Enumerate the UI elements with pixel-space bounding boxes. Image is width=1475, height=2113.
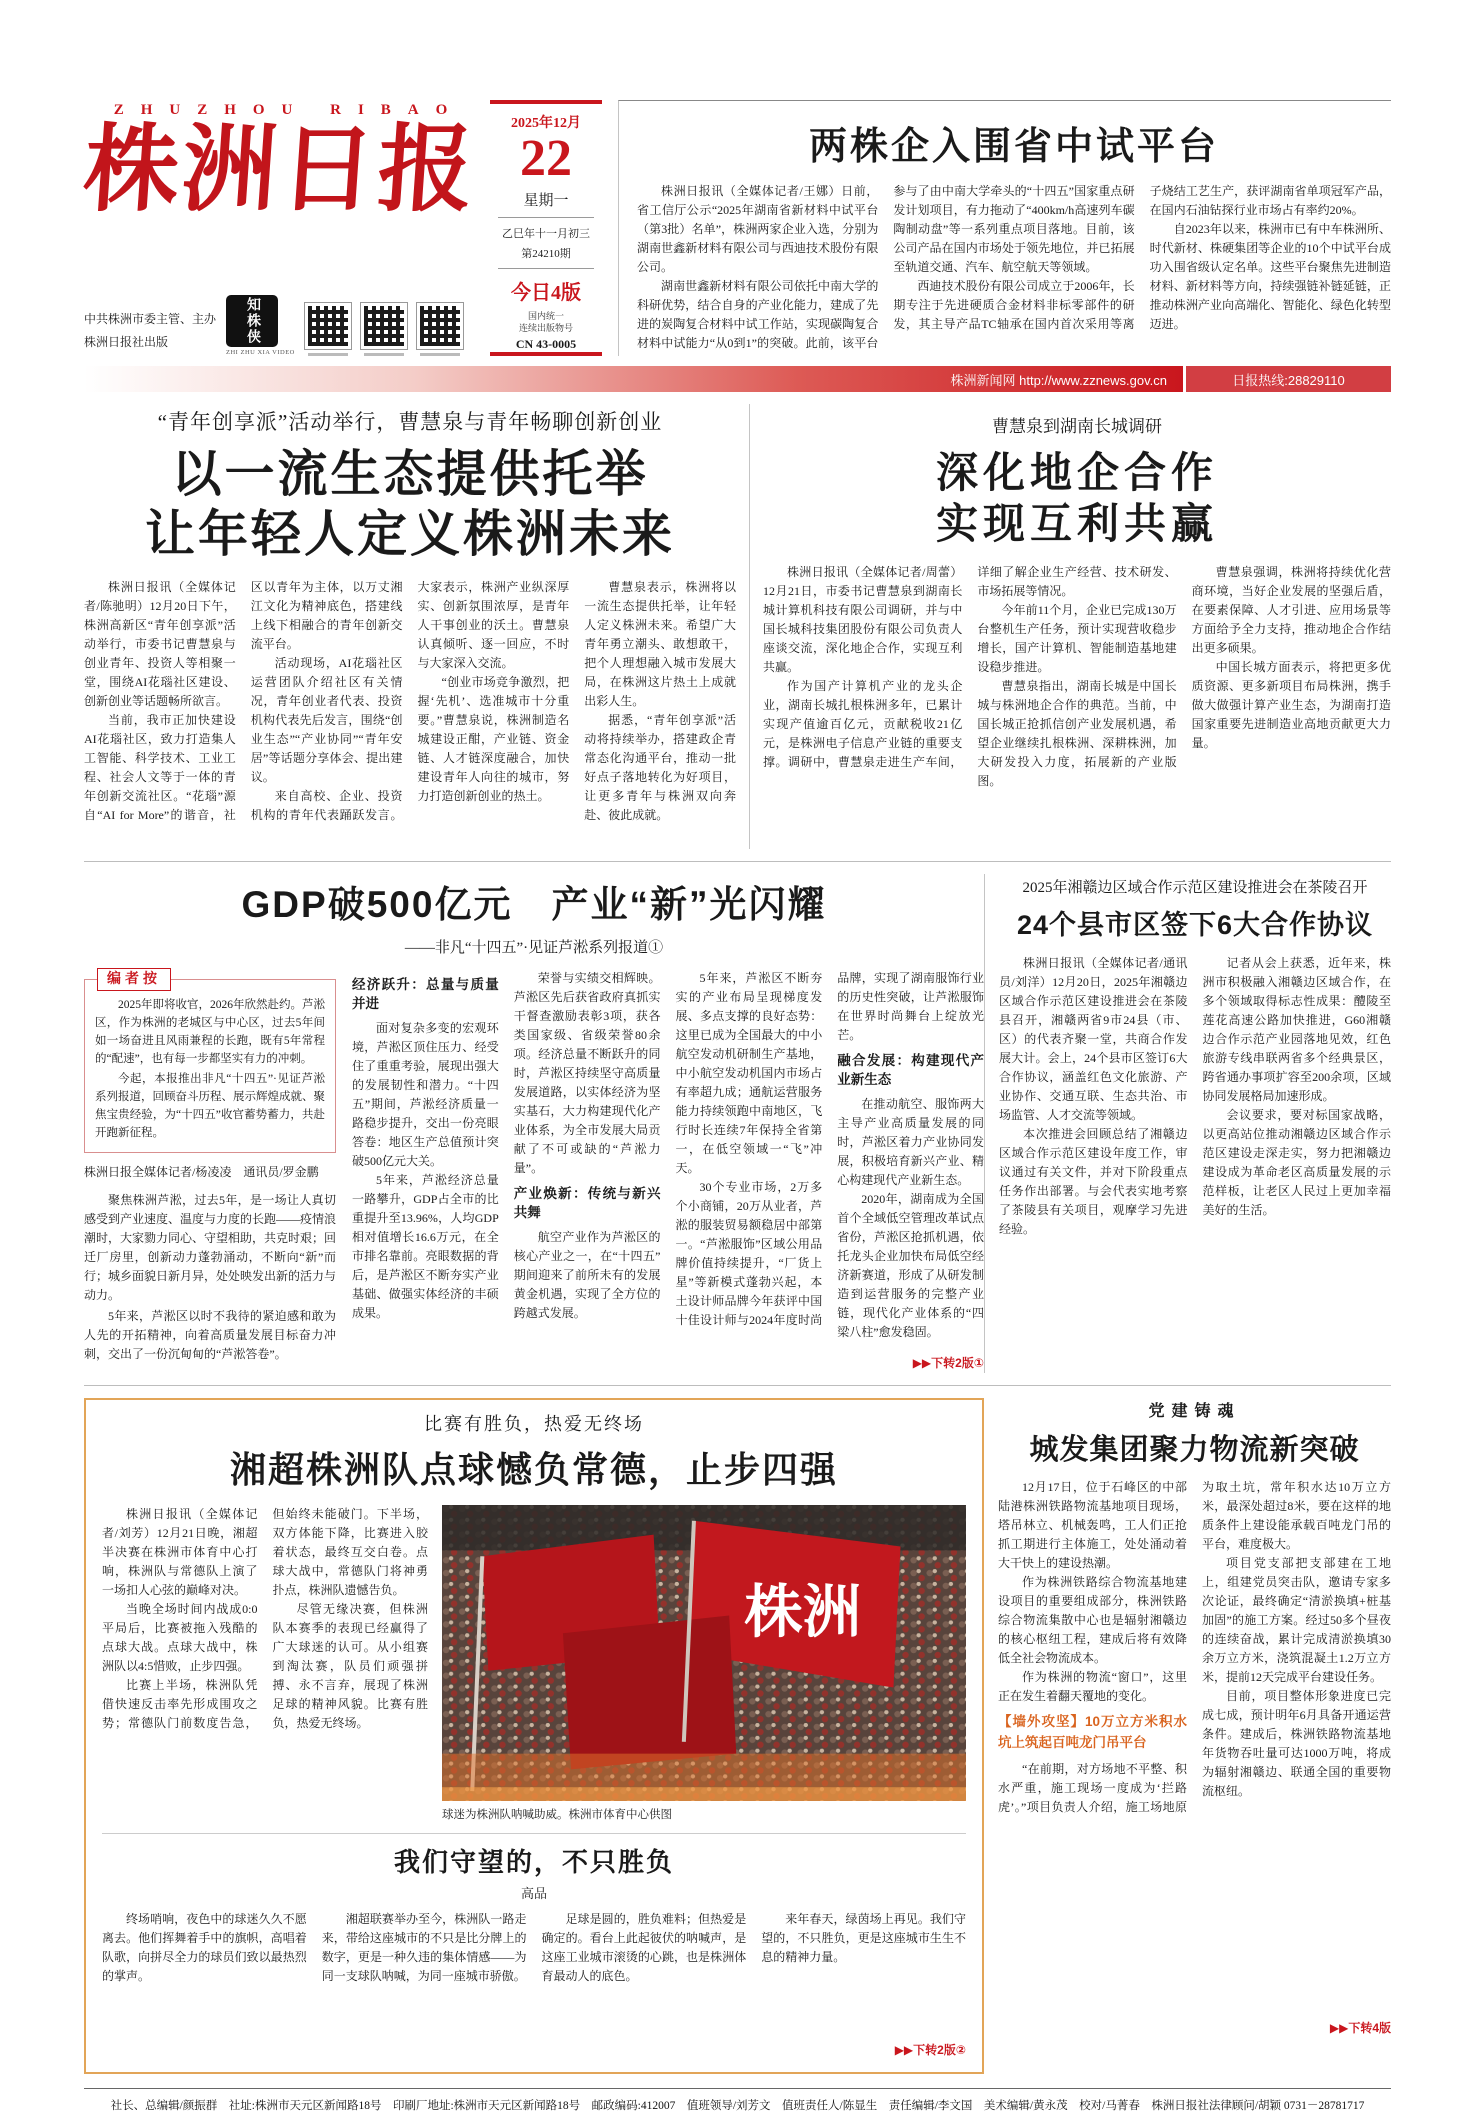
qr-caption-bar	[308, 353, 348, 356]
publisher-line-2: 株洲日报社出版	[84, 335, 169, 350]
zhizhuxia-logo-subtitle: ZHI ZHU XIA VIDEO	[226, 349, 295, 356]
paragraph: 记者从会上获悉，近年来，株洲市积极融入湘赣边区域合作，在多个领域取得标志性成果：醴陵至莲花高速公路加快推进，G60湘赣边合作示范产业园落地见效，红色旅游专线串联两省多个经典景区，跨省通办事项扩容至200余项，区域协同发展格局加速形成。	[1202, 956, 1391, 1104]
issn-line-2: 连续出版物号	[518, 322, 573, 333]
qr-code-icon	[417, 303, 463, 349]
paragraph: 荣誉与实绩交相辉映。芦淞区先后获省政府真抓实干督查激励表彰3项，获各类国家级、省级荣誉80余项。经济总量不断跃升的同时，芦淞区持续坚守高质量发展道路，以实体经济为坚实基石，大力构建现代化产业体系，为全市发展大局贡献了不可或缺的“芦淞力量”。	[513, 971, 661, 1176]
qr-code-icon	[361, 303, 407, 349]
section-heading: 产业焕新：传统与新兴共舞	[513, 1186, 661, 1221]
article-body	[637, 182, 1391, 364]
paragraph: 株洲日报讯（全媒体记者/周蕾）12月21日，市委书记曹慧泉到湖南长城计算机科技有限公司调研，并与中国长城科技集团股份有限公司负责人座谈交流，深化地企合作，实现互利共赢。	[763, 565, 963, 675]
paragraph: 比赛上半场，株洲队凭借快速反击率先形成围攻之势；常德队门前数度告急，但始终未能破门。下半场，双方体能下降，比赛进入胶着状态，最终互交白卷。点球大战中，常德队门将神勇扑点，株洲队遗憾告负。	[102, 1507, 428, 1731]
paragraph: 株洲日报讯（全媒体记者/刘芳）12月21日晚，湘超半决赛在株洲市体育中心打响，株洲队与常德队上演了一场扣人心弦的巅峰对决。	[102, 1507, 258, 1598]
paragraph: 终场哨响，夜色中的球迷久久不愿离去。他们挥舞着手中的旗帜，高唱着队歌，向拼尽全力的球员们致以最热烈的掌声。	[102, 1912, 307, 1984]
paragraph: 来年春天，绿茵场上再见。我们守望的，不只胜负，更是这座城市生生不息的精神力量。	[761, 1912, 966, 1965]
zhizhuxia-logo-block	[226, 295, 295, 356]
article-headline: GDP破500亿元 产业“新”光闪耀	[241, 884, 827, 926]
lunar-date: 乙巳年十一月初三	[502, 227, 590, 240]
section-heading: 融合发展：构建现代产业新生态	[837, 1053, 984, 1088]
editor-note-column	[84, 969, 336, 1373]
paragraph: 曹慧泉表示，株洲将以一流生态提供托举，让年轻人定义株洲未来。希望广大青年勇立潮头、敢想敢干，把个人理想融入城市发展大局，在株洲这片热土上成就出彩人生。	[584, 580, 736, 708]
article-title: 两株企入围省中试平台	[808, 126, 1219, 168]
article-layout	[84, 969, 984, 1373]
article-headline-line1: 以一流生态提供托举	[171, 446, 649, 502]
section-divider	[84, 861, 1391, 862]
article-kicker: 比赛有胜负，热爱无终场	[424, 1414, 644, 1435]
article-greatwall-visit	[763, 404, 1391, 849]
article-body	[84, 578, 736, 840]
date-year-month: 2025年12月	[511, 116, 581, 131]
photo-caption: 球迷为株洲队呐喊助威。株洲市体育中心供图	[442, 1809, 672, 1822]
imprint-text: 社长、总编辑/颜振群 社址:株洲市天元区新闻路18号 印刷厂地址:株洲市天元区新闻路18号 邮政编码:412007 值班领导/刘芳文 值班责任人/陈显生 责任编辑/李文国 美术编辑/黄永茂 校对/马菁春 株洲日报社法律顾问/胡颖 0731－28781717	[110, 2100, 1365, 2113]
divider	[498, 217, 594, 218]
paragraph: 2025年即将收官，2026年欣然赴约。芦淞区，作为株洲的老城区与中心区，过去5年间如一场奋进且风雨兼程的长跑，既有5年常程的“配速”，也有每一步都坚实有力的冲刺。	[95, 999, 325, 1066]
article-logistics-breakthrough	[984, 1398, 1391, 2074]
hotline-banner	[1186, 366, 1391, 392]
commentary-byline: 高品	[520, 1886, 547, 1902]
imprint-footer	[84, 2088, 1391, 2113]
paragraph: 面对复杂多变的宏观环境，芦淞区顶住压力、经受住了重重考验，展现出强大的发展韧性和潜力。“十四五”期间，芦淞经济质量一路稳步提升，交出一份亮眼答卷：地区生产总值预计突破500亿元大关。	[352, 1021, 499, 1169]
paragraph: 今起，本报推出非凡“十四五”·见证芦淞系列报道，回顾奋斗历程、展示辉煌成就、聚焦宝贵经验，为“十四五”收官蓄势蓄力，共赴开跑新征程。	[95, 1073, 325, 1140]
brand-latin-title: ZHUZHOU RIBAO	[113, 102, 465, 118]
qr-caption-bar	[364, 353, 404, 356]
red-banner-bar	[84, 366, 1391, 392]
date-weekday: 星期一	[523, 192, 569, 209]
qr-cell	[305, 303, 351, 356]
paragraph: 足球是圆的，胜负难料；但热爱是确定的。看台上此起彼伏的呐喊声，是这座工业城市滚烫的心跳，也是株洲体育最动人的底色。	[541, 1912, 747, 1984]
hotline-number: 日报热线:28829110	[1232, 372, 1345, 388]
paragraph: 来自高校、企业、投资机构的青年代表踊跃发言。大家表示，株洲产业纵深厚实、创新氛围浓厚，是青年人干事创业的沃土。曹慧泉认真倾听、逐一回应，不时与大家深入交流。	[250, 580, 570, 822]
cn-number: CN 43-0005	[515, 336, 577, 351]
article-headline: 城发集团聚力物流新突破	[1029, 1434, 1360, 1467]
paragraph: 作为国产计算机产业的龙头企业，湖南长城扎根株洲多年，已累计实现产值逾百亿元，贡献税收21亿元，是株洲电子信息产业链的重要支撑。调研中，曹慧泉走进生产车间，详细了解企业生产经营、技术研发、市场拓展等情况。	[763, 565, 1177, 770]
article-body	[102, 1505, 428, 1823]
paragraph: 湖南世鑫新材料有限公司依托中南大学的科研优势，结合自身的产业化能力，建成了先进的炭陶复合材料中试工作站，实现碳陶复合材料中试能力“从0到1”的突破。此前，该平台参与了由中南大学牵头的“十四五”国家重点研发计划项目，有力拖动了“400km/h高速列车碳陶制动盘”等一系列重点项目落地。目前，该公司产品在国内市场处于领先地位，并已拓展至轨道交通、汽车、航空航天等领域。	[637, 184, 1135, 350]
paragraph: 湘超联赛举办至今，株洲队一路走来，带给这座城市的不只是比分牌上的数字，更是一种久违的集体情感——为同一支球队呐喊，为同一座城市骄傲。	[321, 1912, 527, 1984]
article-kicker: “青年创享派”活动举行，曹慧泉与青年畅聊创新创业	[157, 410, 663, 434]
zhizhuxia-logo: 知株侠	[226, 295, 278, 347]
flag-text: 株洲	[744, 1580, 862, 1645]
website-banner	[84, 366, 1183, 392]
paragraph: 作为株洲铁路综合物流基地建设项目的重要组成部分，株洲铁路综合物流集散中心也是辐射湘赣边的核心枢纽工程，建成后将有效降低全社会物流成本。	[998, 1575, 1187, 1666]
paragraph: 株洲日报讯（全媒体记者/王娜）日前，省工信厅公示“2025年湖南省新材料中试平台（第3批）名单”，株洲两家企业入选，分别为湖南世鑫新材料有限公司与西迪技术股份有限公司。	[637, 184, 879, 274]
news-photo-figure	[442, 1505, 966, 1823]
paragraph: 5年来，芦淞区以时不我待的紧迫感和敢为人先的开拓精神，向着高质量发展目标奋力冲刺，交出了一份沉甸甸的“芦淞答卷”。	[84, 1308, 336, 1361]
paragraph: 2020年，湖南成为全国首个全域低空管理改革试点省份，芦淞区抢抓机遇，依托龙头企业加快布局低空经济新赛道，形成了从研发制造到运营服务的完整产业链，现代化产业体系的“四梁八柱”愈发稳固。	[837, 1192, 984, 1340]
qr-cell	[361, 303, 407, 356]
paragraph: 尽管无缘决赛，但株洲队本赛季的表现已经赢得了广大球迷的认可。从小组赛到淘汰赛，队员们顽强拼搏、永不言弃，展现了株洲足球的精神风貌。比赛有胜负，热爱无终场。	[272, 1602, 428, 1731]
qr-caption-bar	[420, 353, 460, 356]
article-headline-line2: 实现互利共赢	[935, 500, 1218, 548]
article-headline: 湘超株洲队点球憾负常德，止步四强	[229, 1449, 838, 1491]
paragraph: 在推动航空、服饰两大主导产业高质量发展的同时，芦淞区着力产业协同发展，积极培育新兴产业、精心构建现代产业新生态。	[837, 1097, 984, 1188]
paragraph: 目前，项目整体形象进度已完成七成，预计明年6月具备开通运营条件。建成后，株洲铁路物流基地年货物吞吐量可达1000万吨，将成为辐射湘赣边、联通全国的重要物流枢纽。	[1202, 1689, 1391, 1799]
paragraph: 株洲日报讯（全媒体记者/通讯员/刘洋）12月20日，2025年湘赣边区域合作示范区建设推进会在茶陵县召开，湘赣两省9市24县（市、区）的代表齐聚一堂，共商合作发展大计。会上，24个县市区签订6大合作协议，涵盖红色文化旅游、产业协作、交通互联、生态共治、市场监管、人才交流等领域。	[999, 956, 1188, 1123]
paragraph: 据悉，“青年创享派”活动将持续举办，搭建政企青常态化沟通平台，推动一批好点子落地转化为好项目，让更多青年与株洲双向奔赴、彼此成就。	[584, 713, 736, 822]
article-series-subtitle: ——非凡“十四五”·见证芦淞系列报道①	[404, 940, 664, 957]
continued-on-page-marker: ▶▶下转2版①	[905, 1354, 984, 1373]
divider	[498, 268, 594, 269]
paragraph: 作为株洲的物流“窗口”，这里正在发生着翻天覆地的变化。	[998, 1670, 1187, 1704]
paragraph: 活动现场，AI花瑙社区运营团队介绍社区有关情况，青年创业者代表、投资机构代表先后发言，围绕“创业生态”“产业协同”“青年安居”等话题分享体会、提出建议。	[250, 656, 403, 784]
article-kicker: 曹慧泉到湖南长城调研	[992, 417, 1162, 436]
highlighted-subhead: 【墙外攻坚】10万立方米积水坑上筑起百吨龙门吊平台	[998, 1714, 1187, 1751]
article-body	[352, 969, 984, 1373]
article-body	[999, 954, 1391, 1360]
publisher-lines	[84, 308, 216, 356]
issn-label	[494, 310, 598, 334]
top-story-row	[84, 404, 1391, 849]
paragraph: 西迪技术股份有限公司成立于2006年，长期专注于先进硬质合金材料非标零部件的研发，其主导产品TC轴承在国内首次采用等离子烧结工艺生产，获评湖南省单项冠军产品，在国内石油钻探行业市场占有率约20%。	[893, 184, 1391, 331]
article-kicker: 党建铸魂	[1148, 1403, 1241, 1421]
section-heading: 经济跃升：总量与质量并进	[352, 977, 499, 1012]
paragraph: 聚焦株洲芦淞，过去5年，是一场让人真切感受到产业速度、温度与力度的长跑——疫情浪潮时，大家勠力同心、守望相助，共克时艰；回迁厂房里，创新动力蓬勃涌动，不断向“新”而行；城乡面貌日新月异，处处映发出新的活力与动力。	[84, 1192, 337, 1302]
paragraph: 曹慧泉强调，株洲将持续优化营商环境，当好企业发展的坚强后盾，在要素保障、人才引进、应用场景等方面给予全力支持，推动地企合作结出更多硕果。	[1191, 565, 1391, 656]
bottom-story-row	[84, 1398, 1391, 2074]
issn-line-1: 国内统一	[527, 310, 564, 321]
date-block	[490, 100, 602, 356]
article-gdp-report	[84, 874, 984, 1373]
article-kicker: 2025年湘赣边区域合作示范区建设推进会在茶陵召开	[1022, 880, 1368, 897]
paragraph: 株洲日报讯（全媒体记者/陈驰明）12月20日下午，株洲高新区“青年创享派”活动举行，市委书记曹慧泉与创业青年、投资人等相聚一堂，围绕AI花瑙社区建设、创新创业等话题畅所欲言。	[84, 580, 236, 708]
paragraph: 本次推进会回顾总结了湘赣边区域合作示范区建设年度工作，审议通过有关文件，并对下阶段重点任务作出部署。与会代表实地考察了茶陵县有关项目，观摩学习先进经验。	[999, 1127, 1188, 1237]
paragraph: 5年来，芦淞区不断夯实的产业布局呈现梯度发展、多点支撑的良好态势：这里已成为全国最大的中小航空发动机研制生产基地，中小航空发动机国内市场占有率超九成；通航运营服务能力持续领跑中南地区，飞行时长连续7年保持全省第一，在低空领域一“飞”冲天。	[675, 971, 823, 1176]
pages-today: 今日4版	[511, 281, 581, 304]
paragraph: “在前期，对方场地不平整、积水严重，施工现场一度成为‘拦路虎’。”项目负责人介绍，施工场地原为取土坑，常年积水达10万立方米，最深处超过8米，要在这样的地质条件上建设能承载百吨龙门吊的平台，难度极大。	[998, 1480, 1391, 1815]
column-divider	[749, 404, 750, 849]
article-sidebar-commentary	[102, 1833, 966, 2060]
article-body	[998, 1478, 1391, 2038]
paragraph: 会议要求，要对标国家战略，以更高站位推动湘赣边区域合作示范区建设走深走实，努力把湘赣边建设成为革命老区高质量发展的示范样板，让老区人民过上更加幸福美好的生活。	[1202, 1108, 1391, 1218]
paragraph: 30个专业市场，2万多个小商铺，20万从业者，芦淞的服装贸易额稳居中部第一。“芦淞服饰”区域公用品牌价值持续提升，“厂货上星”等新模式蓬勃兴起，本土设计师品牌今年获评中国十佳设计师与2024年度时尚品牌，实现了湖南服饰行业的历史性突破，让芦淞服饰在世界时尚舞台上绽放光芒。	[675, 971, 984, 1328]
paragraph: 中国长城方面表示，将把更多优质资源、更多新项目布局株洲，携手做大做强计算产业生态，为湖南打造国家重要先进制造业高地贡献更大力量。	[1191, 660, 1391, 751]
continued-on-page-marker: ▶▶下转4版	[1322, 2019, 1391, 2038]
paragraph: 5年来，芦淞经济总量一路攀升，GDP占全市的比重提升至13.96%，人均GDP相对值增长16.6万元，在全市排名靠前。亮眼数据的背后，是芦淞区不断夯实产业基础、做强实体经济的丰硕成果。	[352, 1173, 499, 1321]
article-lead-story	[84, 404, 736, 849]
article-headline: 24个县市区签下6大合作协议	[1016, 910, 1374, 941]
qr-cell	[417, 303, 463, 356]
issue-number: 第24210期	[521, 247, 571, 260]
paragraph: 12月17日，位于石峰区的中部陆港株洲铁路物流基地项目现场，塔吊林立、机械轰鸣，工人们正抢抓工期进行主体施工，处处涌动着大干快上的建设热潮。	[998, 1480, 1187, 1571]
middle-story-row	[84, 874, 1391, 1373]
brand-cn-title: 株洲日报	[80, 117, 480, 223]
article-headline-line1: 深化地企合作	[935, 449, 1218, 496]
continued-on-page-marker: ▶▶下转2版②	[887, 2041, 966, 2060]
commentary-headline: 我们守望的，不只胜负	[393, 1847, 674, 1878]
article-xianggan-cooperation	[984, 874, 1391, 1373]
publisher-line-1: 中共株洲市委主管、主办	[84, 312, 217, 327]
paragraph: “创业市场竞争激烈，把握‘先机’、选准城市十分重要。”曹慧泉说，株洲制造名城建设正酣，产业链、资金链、人才链深度融合，加快建设青年人向往的城市，努力打造创新创业的热土。	[417, 675, 570, 803]
date-day: 22	[520, 130, 572, 187]
masthead-bottom	[84, 295, 480, 356]
editor-note-label: 编者按	[97, 968, 171, 991]
brand-block	[80, 100, 480, 356]
paragraph: 今年前11个月，企业已完成130万台整机生产任务，预计实现营收稳步增长，国产计算机、智能制造基地建设稳步推进。	[977, 603, 1177, 675]
editor-note-box	[84, 972, 336, 1153]
paragraph: 当前，我市正加快建设AI花瑙社区，致力打造集人工智能、科学技术、工业工程、社会人文等于一体的青年创新交流社区。“花瑙”源自“AI for More”的谐音，社区以青年为主体，以万丈湘江文化为精神底色，搭建线上线下相融合的青年创新交流平台。	[84, 580, 403, 822]
paragraph: 当晚全场时间内战成0:0平局后，比赛被拖入残酷的点球大战。点球大战中，株洲队以4:5惜败，止步四强。	[102, 1602, 258, 1674]
website-url: 株洲新闻网 http://www.zznews.gov.cn	[950, 372, 1167, 388]
paragraph: 曹慧泉指出，湖南长城是中国长城与株洲地企合作的典范。当前，中国长城正抢抓信创产业发展机遇，希望企业继续扎根株洲、深耕株洲，加大研发投入力度，拓展新的产业版图。	[977, 679, 1177, 789]
article-headline-line2: 让年轻人定义株洲未来	[145, 506, 675, 562]
commentary-body	[102, 1910, 966, 2060]
article-body	[763, 563, 1391, 849]
article-pilot-platform	[618, 100, 1391, 356]
section-divider	[84, 1385, 1391, 1386]
article-layout	[102, 1505, 966, 1823]
paragraph: 项目党支部把支部建在工地上，组建党员突击队，邀请专家多次论证，最终确定“清淤换填+桩基加固”的施工方案。经过50多个昼夜的连续奋战，累计完成清淤换填30余万立方米，浇筑混凝土1.2万立方米，提前12天完成平台建设任务。	[1202, 1556, 1391, 1685]
qr-code-icon	[305, 303, 351, 349]
paragraph: 自2023年以来，株洲市已有中车株洲所、时代新材、株硬集团等企业的10个中试平台成功入围省级认定名单。这些平台聚焦先进制造材料、新材料等方向，持续强链补链延链，正推动株洲产业向高端化、智能化、绿色化转型迈进。	[1149, 222, 1391, 331]
article-soccer-match	[84, 1398, 984, 2074]
article-byline: 株洲日报全媒体记者/杨凌凌 通讯员/罗金鹏	[84, 1165, 319, 1180]
stadium-crowd-photo	[442, 1505, 966, 1801]
paragraph: 航空产业作为芦淞区的核心产业之一，在“十四五”期间迎来了前所未有的发展黄金机遇，实现了全方位的跨越式发展。	[513, 1230, 661, 1321]
masthead	[80, 100, 1391, 356]
